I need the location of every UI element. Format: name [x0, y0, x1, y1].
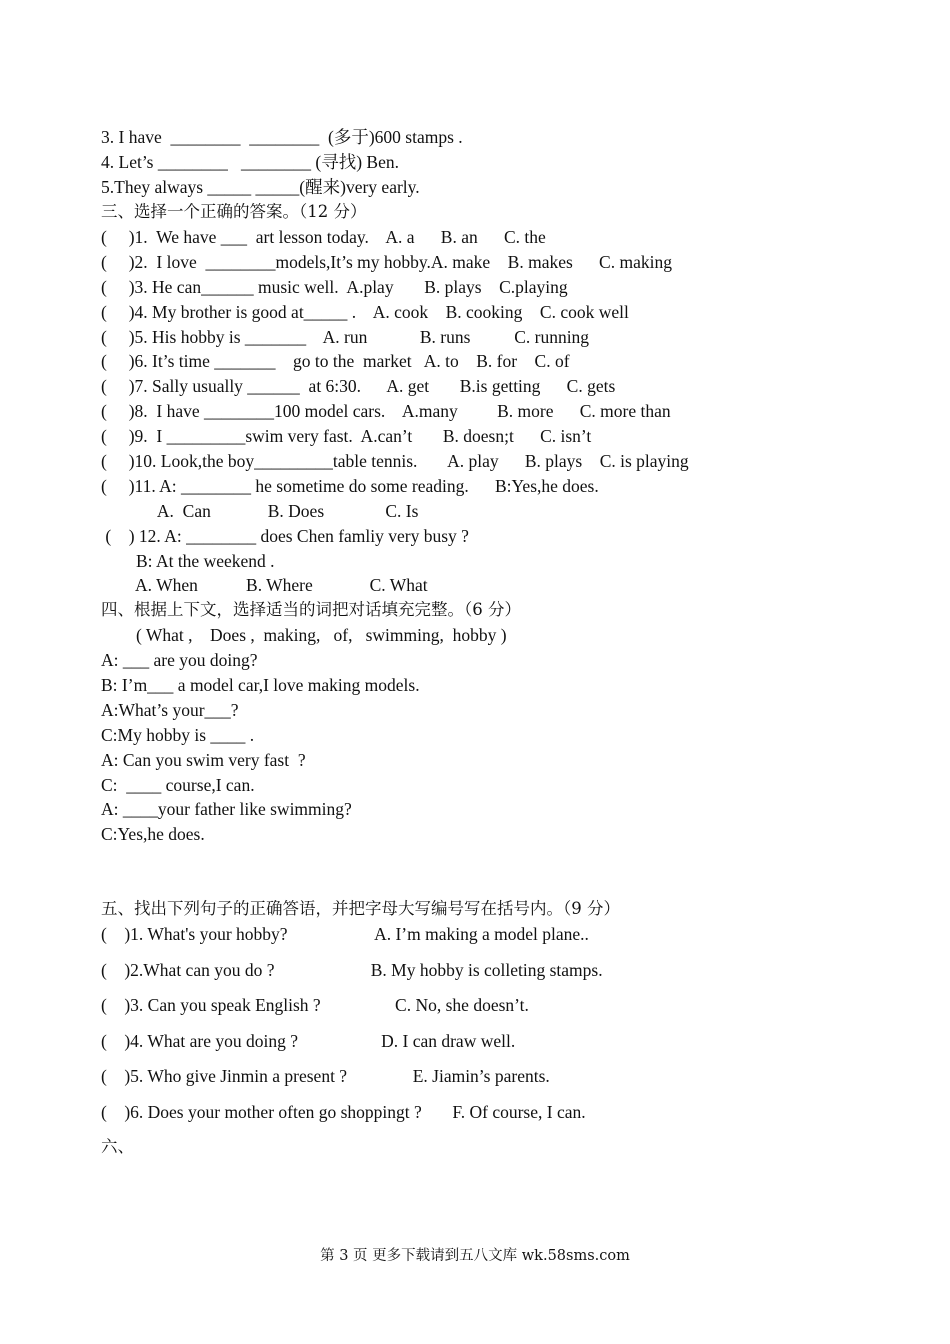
question-options: A. When B. Where C. What [101, 575, 428, 595]
section6-heading: 六、 [101, 1137, 134, 1156]
question-line: ( )1. We have ___ art lesson today. A. a B. an C. the [101, 227, 546, 247]
fill-blank-3: 3. I have ________ ________ (多于)600 stamps . [101, 127, 463, 147]
matching-line: ( )6. Does your mother often go shoppingt ? F. Of course, I can. [101, 1102, 586, 1122]
dialogue-line: C:My hobby is ____ . [101, 725, 255, 745]
question-line: ( )9. I _________swim very fast. A.can’t B. doesn;t C. isn’t [101, 426, 592, 446]
question-line: B: At the weekend . [101, 551, 275, 571]
question-line: ( )2. I love ________models,It’s my hobby.A. make B. makes C. making [101, 252, 672, 272]
fill-blank-5: 5.They always _____ _____(醒来)very early. [101, 177, 420, 197]
question-line: ( )5. His hobby is _______ A. run B. runs C. running [101, 327, 590, 347]
dialogue-line: A: Can you swim very fast ? [101, 750, 306, 770]
section5-heading: 五、找出下列句子的正确答语，并把字母大写编号写在括号内。（9 分） [101, 899, 620, 918]
question-line: ( )4. My brother is good at_____ . A. cook B. cooking C. cook well [101, 302, 629, 322]
section3-heading: 三、选择一个正确的答案。（12 分） [101, 202, 367, 221]
question-line: ( )6. It’s time _______ go to the market A. to B. for C. of [101, 351, 570, 371]
matching-line: ( )1. What's your hobby? A. I’m making a model plane.. [101, 924, 589, 944]
question-line: ( ) 12. A: ________ does Chen famliy very busy ? [101, 526, 469, 546]
dialogue-line: A: ____your father like swimming? [101, 799, 352, 819]
dialogue-line: C:Yes,he does. [101, 824, 205, 844]
question-line: ( )7. Sally usually ______ at 6:30. A. get B.is getting C. gets [101, 376, 616, 396]
matching-line: ( )4. What are you doing ? D. I can draw well. [101, 1031, 516, 1051]
word-bank: ( What , Does , making, of, swimming, hobby ) [101, 625, 507, 645]
section4-heading: 四、根据上下文，选择适当的词把对话填充完整。（6 分） [101, 600, 521, 619]
question-line: ( )10. Look,the boy_________table tennis. A. play B. plays C. is playing [101, 451, 689, 471]
dialogue-line: A:What’s your___? [101, 700, 239, 720]
page-footer: 第 3 页 更多下载请到五八文库 wk.58sms.com [320, 1248, 630, 1264]
question-line: ( )3. He can______ music well. A.play B. plays C.playing [101, 277, 568, 297]
matching-line: ( )2.What can you do ? B. My hobby is colleting stamps. [101, 960, 603, 980]
question-options: A. Can B. Does C. Is [101, 501, 419, 521]
question-line: ( )8. I have ________100 model cars. A.many B. more C. more than [101, 401, 671, 421]
dialogue-line: C: ____ course,I can. [101, 775, 255, 795]
fill-blank-4: 4. Let’s ________ ________ (寻找) Ben. [101, 152, 399, 172]
matching-line: ( )5. Who give Jinmin a present ? E. Jiamin’s parents. [101, 1066, 550, 1086]
question-line: ( )11. A: ________ he sometime do some reading. B:Yes,he does. [101, 476, 599, 496]
matching-line: ( )3. Can you speak English ? C. No, she doesn’t. [101, 995, 529, 1015]
dialogue-line: B: I’m___ a model car,I love making models. [101, 675, 420, 695]
dialogue-line: A: ___ are you doing? [101, 650, 258, 670]
